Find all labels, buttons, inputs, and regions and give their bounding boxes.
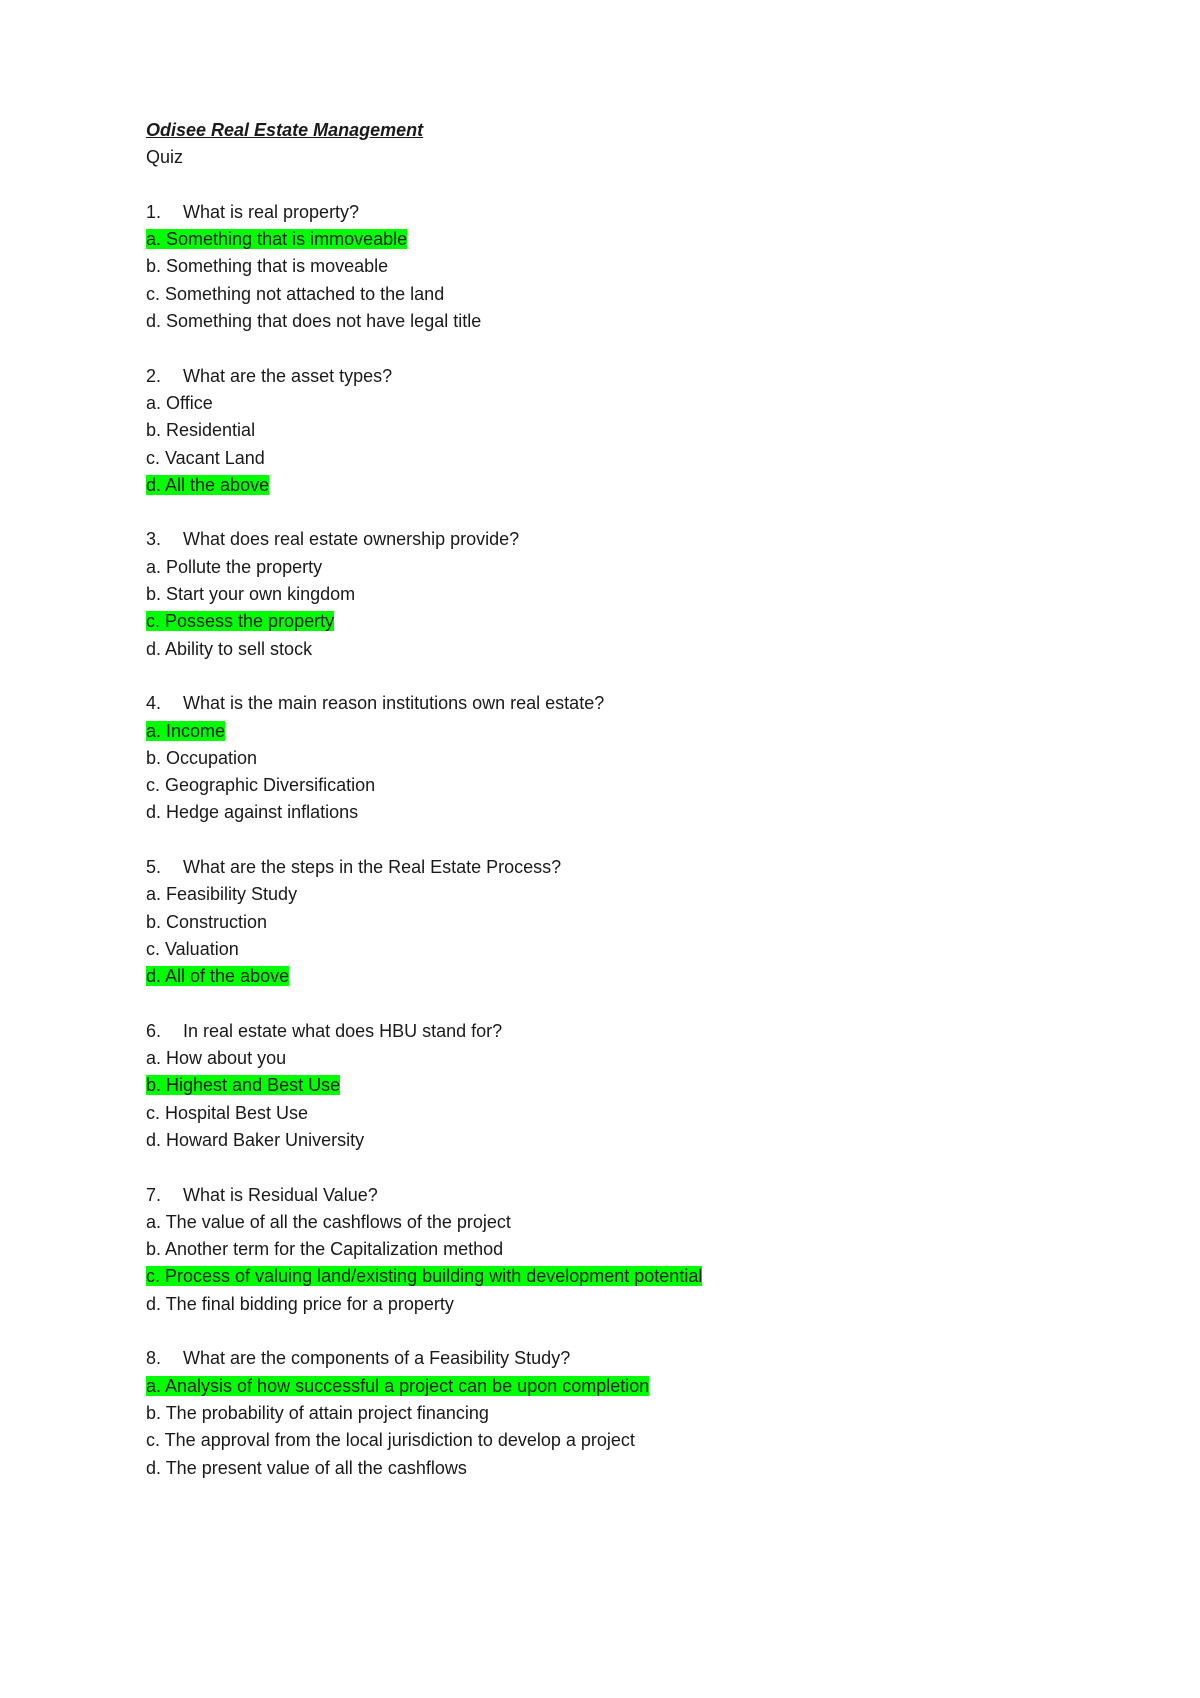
spacer: [146, 663, 1046, 690]
spacer: [146, 172, 1046, 199]
question-number: 5.: [146, 857, 162, 878]
question-block-5: [146, 854, 1046, 990]
spacer: [146, 1154, 1046, 1181]
question-number: 8.: [146, 1348, 162, 1369]
document-content: [146, 117, 1046, 1482]
answer-option: d. The final bidding price for a property: [146, 1293, 454, 1314]
question-text: What does real estate ownership provide?: [183, 529, 520, 550]
answer-option: c. Vacant Land: [146, 447, 265, 468]
question-text: What are the components of a Feasibility Study?: [183, 1348, 571, 1369]
question-text: In real estate what does HBU stand for?: [183, 1020, 503, 1041]
spacer: [146, 1318, 1046, 1345]
question-text: What is real property?: [183, 201, 360, 222]
spacer: [146, 499, 1046, 526]
answer-option-correct: b. Highest and Best Use: [146, 1075, 341, 1096]
answer-option: c. Something not attached to the land: [146, 283, 445, 304]
answer-option: b. Something that is moveable: [146, 256, 389, 277]
answer-option: d. Howard Baker University: [146, 1129, 365, 1150]
answer-option: c. Hospital Best Use: [146, 1102, 309, 1123]
answer-option-correct: c. Process of valuing land/existing building with development potential: [146, 1266, 703, 1287]
question-2: [146, 363, 1046, 390]
answer-option: c. Valuation: [146, 938, 239, 959]
spacer: [146, 827, 1046, 854]
answer-option: c. Geographic Diversification: [146, 775, 376, 796]
answer-option-correct: a. Something that is immoveable: [146, 229, 408, 250]
question-number: 2.: [146, 365, 162, 386]
question-block-7: [146, 1182, 1046, 1318]
document-title: Odisee Real Estate Management: [146, 120, 424, 140]
answer-option-correct: c. Possess the property: [146, 611, 335, 632]
question-3: [146, 526, 1046, 553]
question-number: 6.: [146, 1020, 162, 1041]
question-text: What is the main reason institutions own real estate?: [183, 693, 605, 714]
question-number: 4.: [146, 693, 162, 714]
answer-option-correct: a. Analysis of how successful a project can be upon completion: [146, 1375, 650, 1396]
question-1: [146, 199, 1046, 226]
answer-option: a. Pollute the property: [146, 556, 323, 577]
answer-option-correct: d. All the above: [146, 474, 270, 495]
answer-option: a. Office: [146, 392, 213, 413]
question-text: What is Residual Value?: [183, 1184, 378, 1205]
answer-option: d. Ability to sell stock: [146, 638, 313, 659]
answer-option: b. Another term for the Capitalization method: [146, 1239, 504, 1260]
question-block-1: [146, 199, 1046, 335]
document-subtitle: Quiz: [146, 147, 184, 168]
answer-option: b. Residential: [146, 420, 256, 441]
answer-option: d. The present value of all the cashflows: [146, 1457, 467, 1478]
answer-option: a. The value of all the cashflows of the project: [146, 1211, 511, 1232]
question-number: 7.: [146, 1184, 162, 1205]
question-block-3: [146, 526, 1046, 662]
answer-option: b. Construction: [146, 911, 268, 932]
answer-option: d. Something that does not have legal title: [146, 311, 482, 332]
question-4: [146, 690, 1046, 717]
question-8: [146, 1345, 1046, 1372]
question-block-6: [146, 1018, 1046, 1154]
answer-option: b. The probability of attain project financing: [146, 1402, 489, 1423]
question-block-2: [146, 363, 1046, 499]
question-text: What are the steps in the Real Estate Process?: [183, 857, 562, 878]
answer-option-correct: a. Income: [146, 720, 226, 741]
answer-option: a. How about you: [146, 1048, 287, 1069]
question-7: [146, 1182, 1046, 1209]
question-block-8: [146, 1345, 1046, 1481]
question-number: 3.: [146, 529, 162, 550]
answer-option: b. Occupation: [146, 747, 258, 768]
question-block-4: [146, 690, 1046, 826]
answer-option: d. Hedge against inflations: [146, 802, 359, 823]
question-6: [146, 1018, 1046, 1045]
spacer: [146, 991, 1046, 1018]
spacer: [146, 335, 1046, 362]
question-number: 1.: [146, 201, 162, 222]
question-text: What are the asset types?: [183, 365, 393, 386]
answer-option: b. Start your own kingdom: [146, 584, 356, 605]
answer-option: a. Feasibility Study: [146, 884, 298, 905]
answer-option-correct: d. All of the above: [146, 966, 290, 987]
question-5: [146, 854, 1046, 881]
answer-option: c. The approval from the local jurisdiction to develop a project: [146, 1430, 635, 1451]
